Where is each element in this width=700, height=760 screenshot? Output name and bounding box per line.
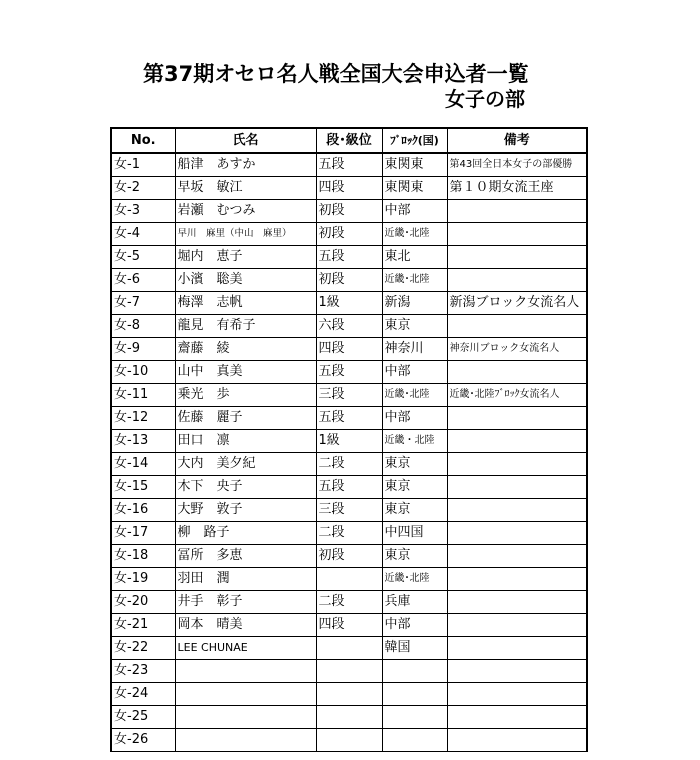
table-row bbox=[111, 269, 587, 292]
cell-no: 女-25 bbox=[111, 706, 175, 729]
cell-name: 井手 彰子 bbox=[175, 591, 316, 614]
cell-block: 東関東 bbox=[382, 177, 447, 200]
cell-note bbox=[447, 568, 587, 591]
cell-no: 女-12 bbox=[111, 407, 175, 430]
cell-block: 新潟 bbox=[382, 292, 447, 315]
cell-note bbox=[447, 453, 587, 476]
cell-name: 大内 美夕紀 bbox=[175, 453, 316, 476]
page-title: 第37期オセロ名人戦全国大会申込者一覧 bbox=[143, 62, 529, 86]
page-subtitle: 女子の部 bbox=[445, 87, 525, 111]
table-row bbox=[111, 315, 587, 338]
cell-rank: 五段 bbox=[316, 153, 382, 177]
cell-block: 近畿・北陸 bbox=[382, 430, 447, 453]
cell-rank: 六段 bbox=[316, 315, 382, 338]
table-row bbox=[111, 153, 587, 177]
cell-rank: 初段 bbox=[316, 223, 382, 246]
cell-name: 冨所 多恵 bbox=[175, 545, 316, 568]
cell-no: 女-1 bbox=[111, 153, 175, 177]
cell-rank bbox=[316, 660, 382, 683]
cell-no: 女-26 bbox=[111, 729, 175, 752]
cell-note: 第43回全日本女子の部優勝 bbox=[447, 153, 587, 177]
cell-rank bbox=[316, 683, 382, 706]
cell-name: 早川 麻里（中山 麻里） bbox=[175, 223, 316, 246]
cell-rank bbox=[316, 568, 382, 591]
cell-name: 柳 路子 bbox=[175, 522, 316, 545]
table-row bbox=[111, 660, 587, 683]
cell-block bbox=[382, 729, 447, 752]
table-row bbox=[111, 499, 587, 522]
cell-no: 女-21 bbox=[111, 614, 175, 637]
cell-name: 早坂 敏江 bbox=[175, 177, 316, 200]
cell-rank: 初段 bbox=[316, 545, 382, 568]
cell-note bbox=[447, 499, 587, 522]
cell-rank: 五段 bbox=[316, 246, 382, 269]
cell-no: 女-19 bbox=[111, 568, 175, 591]
cell-no: 女-10 bbox=[111, 361, 175, 384]
cell-block: 東北 bbox=[382, 246, 447, 269]
cell-rank: 初段 bbox=[316, 269, 382, 292]
table-row bbox=[111, 683, 587, 706]
entrants-table bbox=[110, 127, 588, 752]
cell-rank: 四段 bbox=[316, 338, 382, 361]
table-row bbox=[111, 637, 587, 660]
cell-name: 田口 凛 bbox=[175, 430, 316, 453]
table-row bbox=[111, 292, 587, 315]
cell-note bbox=[447, 683, 587, 706]
cell-no: 女-13 bbox=[111, 430, 175, 453]
cell-note: 第１０期女流王座 bbox=[447, 177, 587, 200]
cell-name: 羽田 潤 bbox=[175, 568, 316, 591]
cell-note bbox=[447, 200, 587, 223]
cell-block: 近畿･北陸 bbox=[382, 568, 447, 591]
cell-no: 女-16 bbox=[111, 499, 175, 522]
cell-note bbox=[447, 315, 587, 338]
cell-name: 乗光 歩 bbox=[175, 384, 316, 407]
cell-block: 東京 bbox=[382, 453, 447, 476]
cell-note bbox=[447, 407, 587, 430]
cell-name: LEE CHUNAE bbox=[175, 637, 316, 660]
cell-block: 中部 bbox=[382, 407, 447, 430]
table-row bbox=[111, 246, 587, 269]
cell-no: 女-15 bbox=[111, 476, 175, 499]
table-row bbox=[111, 614, 587, 637]
cell-name: 龍見 有希子 bbox=[175, 315, 316, 338]
cell-block: 兵庫 bbox=[382, 591, 447, 614]
table-row bbox=[111, 361, 587, 384]
cell-name bbox=[175, 683, 316, 706]
cell-block: 近畿･北陸 bbox=[382, 384, 447, 407]
cell-no: 女-7 bbox=[111, 292, 175, 315]
cell-no: 女-8 bbox=[111, 315, 175, 338]
cell-rank: 五段 bbox=[316, 407, 382, 430]
cell-no: 女-2 bbox=[111, 177, 175, 200]
cell-name bbox=[175, 706, 316, 729]
cell-block: 中部 bbox=[382, 200, 447, 223]
header-note: 備考 bbox=[447, 128, 587, 153]
cell-rank bbox=[316, 729, 382, 752]
cell-name: 小濱 聡美 bbox=[175, 269, 316, 292]
cell-rank: 五段 bbox=[316, 361, 382, 384]
table-row bbox=[111, 545, 587, 568]
cell-note bbox=[447, 430, 587, 453]
table-row bbox=[111, 522, 587, 545]
cell-block: 近畿･北陸 bbox=[382, 269, 447, 292]
table-row bbox=[111, 407, 587, 430]
cell-block: 東京 bbox=[382, 499, 447, 522]
cell-rank: 三段 bbox=[316, 384, 382, 407]
cell-no: 女-23 bbox=[111, 660, 175, 683]
cell-rank: 1級 bbox=[316, 430, 382, 453]
cell-no: 女-4 bbox=[111, 223, 175, 246]
cell-note bbox=[447, 729, 587, 752]
cell-note bbox=[447, 545, 587, 568]
cell-block: 近畿･北陸 bbox=[382, 223, 447, 246]
cell-name: 佐藤 麗子 bbox=[175, 407, 316, 430]
cell-rank: 四段 bbox=[316, 177, 382, 200]
cell-rank bbox=[316, 706, 382, 729]
cell-block: 神奈川 bbox=[382, 338, 447, 361]
header-no: No. bbox=[111, 128, 175, 153]
cell-rank: 五段 bbox=[316, 476, 382, 499]
cell-rank: 初段 bbox=[316, 200, 382, 223]
cell-note: 神奈川ブロック女流名人 bbox=[447, 338, 587, 361]
cell-name: 岩瀬 むつみ bbox=[175, 200, 316, 223]
cell-rank: 二段 bbox=[316, 453, 382, 476]
header-block: ﾌﾞﾛｯｸ(国) bbox=[382, 128, 447, 153]
table-body bbox=[111, 153, 587, 752]
cell-no: 女-22 bbox=[111, 637, 175, 660]
cell-block: 韓国 bbox=[382, 637, 447, 660]
cell-name bbox=[175, 729, 316, 752]
cell-no: 女-11 bbox=[111, 384, 175, 407]
header-rank: 段･級位 bbox=[316, 128, 382, 153]
table-row bbox=[111, 430, 587, 453]
cell-block: 東関東 bbox=[382, 153, 447, 177]
cell-note bbox=[447, 522, 587, 545]
header-name: 氏名 bbox=[175, 128, 316, 153]
cell-note bbox=[447, 706, 587, 729]
cell-note bbox=[447, 591, 587, 614]
cell-block bbox=[382, 660, 447, 683]
cell-no: 女-24 bbox=[111, 683, 175, 706]
cell-no: 女-20 bbox=[111, 591, 175, 614]
table-row bbox=[111, 706, 587, 729]
table-row bbox=[111, 568, 587, 591]
cell-no: 女-18 bbox=[111, 545, 175, 568]
cell-note bbox=[447, 361, 587, 384]
cell-name: 大野 敦子 bbox=[175, 499, 316, 522]
cell-rank: 二段 bbox=[316, 522, 382, 545]
cell-block bbox=[382, 706, 447, 729]
cell-block: 東京 bbox=[382, 545, 447, 568]
cell-rank: 三段 bbox=[316, 499, 382, 522]
cell-no: 女-3 bbox=[111, 200, 175, 223]
cell-note bbox=[447, 269, 587, 292]
cell-block bbox=[382, 683, 447, 706]
table-row bbox=[111, 223, 587, 246]
cell-block: 東京 bbox=[382, 476, 447, 499]
cell-note bbox=[447, 476, 587, 499]
cell-note bbox=[447, 637, 587, 660]
cell-note bbox=[447, 246, 587, 269]
table-row bbox=[111, 338, 587, 361]
cell-note: 新潟ブロック女流名人 bbox=[447, 292, 587, 315]
cell-rank: 四段 bbox=[316, 614, 382, 637]
cell-no: 女-6 bbox=[111, 269, 175, 292]
cell-rank: 二段 bbox=[316, 591, 382, 614]
cell-name: 齋藤 綾 bbox=[175, 338, 316, 361]
cell-no: 女-5 bbox=[111, 246, 175, 269]
cell-rank: 1級 bbox=[316, 292, 382, 315]
cell-name: 船津 あすか bbox=[175, 153, 316, 177]
table-row bbox=[111, 177, 587, 200]
cell-note bbox=[447, 614, 587, 637]
cell-note bbox=[447, 660, 587, 683]
cell-name: 岡本 晴美 bbox=[175, 614, 316, 637]
cell-rank bbox=[316, 637, 382, 660]
cell-block: 東京 bbox=[382, 315, 447, 338]
table-row bbox=[111, 453, 587, 476]
table-row bbox=[111, 200, 587, 223]
cell-name: 山中 真美 bbox=[175, 361, 316, 384]
cell-note bbox=[447, 223, 587, 246]
table-row bbox=[111, 591, 587, 614]
table-row bbox=[111, 729, 587, 752]
cell-name: 木下 央子 bbox=[175, 476, 316, 499]
cell-no: 女-9 bbox=[111, 338, 175, 361]
cell-block: 中部 bbox=[382, 361, 447, 384]
cell-name: 堀内 恵子 bbox=[175, 246, 316, 269]
cell-name: 梅澤 志帆 bbox=[175, 292, 316, 315]
cell-no: 女-14 bbox=[111, 453, 175, 476]
table-row bbox=[111, 384, 587, 407]
cell-block: 中四国 bbox=[382, 522, 447, 545]
table-header-row bbox=[111, 128, 587, 153]
cell-note: 近畿･北陸ﾌﾞﾛｯｸ女流名人 bbox=[447, 384, 587, 407]
cell-block: 中部 bbox=[382, 614, 447, 637]
cell-no: 女-17 bbox=[111, 522, 175, 545]
cell-name bbox=[175, 660, 316, 683]
table-row bbox=[111, 476, 587, 499]
